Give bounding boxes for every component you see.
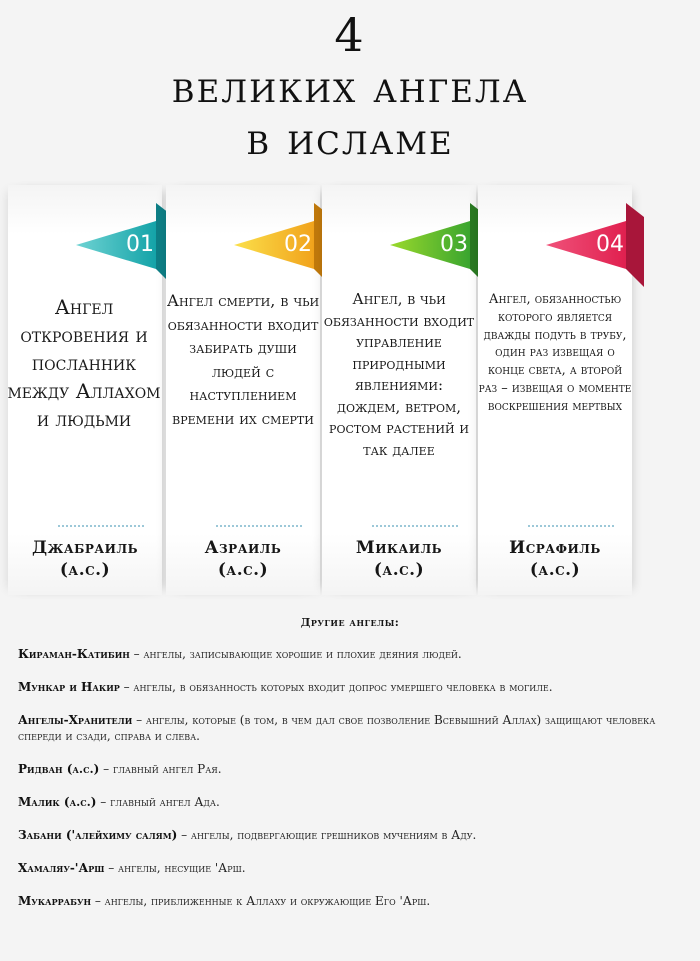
angel-term: Мукаррабун [18,894,92,908]
angel-card-1 [8,185,162,595]
angel-definition: – главный ангел Рая. [99,762,222,776]
other-angels-list [18,646,678,926]
angel-number: 02 [284,232,312,257]
angel-term: Ридван (а.с.) [18,762,100,776]
angel-term: Ангелы-Хранители [18,713,133,727]
angel-name: Исрафиль (а.с.) [509,538,601,580]
angel-card-2 [166,185,320,595]
page-title [0,8,700,166]
list-item [18,761,678,777]
angel-term: Кираман-Катибин [18,647,130,661]
angel-definition: – ангелы, которые (в том, в чем дал свое позволение Всевышний Аллах) защищают человека спереди и сзади, справа и слева. [18,713,656,743]
angel-number: 04 [596,232,624,257]
angel-description: Ангел смерти, в чьи обязанности входит забирать души людей с наступлением времени их смерти [166,291,320,428]
angel-term: Забани ('алейхиму салям) [18,828,178,842]
angel-definition: – ангелы, несущие 'Арш. [104,861,246,875]
angel-name: Азраиль (а.с.) [204,538,282,580]
angel-definition: – главный ангел Ада. [96,795,220,809]
angel-description: Ангел откровения и посланник между Аллахом и людьми [7,295,161,431]
divider [216,525,302,527]
divider [58,525,144,527]
divider [372,525,458,527]
list-item [18,860,678,876]
angel-description: Ангел, обязанностью которого является дважды подуть в трубу, один раз извещая о конце света, а второй раз – извещая о моменте воскрешения мертвых [478,292,632,414]
title-line-1: великих ангела [171,62,529,113]
angel-definition: – ангелы, в обязанность которых входит допрос умершего человека в могиле. [119,680,553,694]
angel-term: Мункар и Накир [18,680,120,694]
angel-term: Хамаляу-'Арш [18,861,105,875]
angel-definition: – ангелы, подвергающие грешников мучениям в Аду. [177,828,477,842]
divider [528,525,614,527]
angel-definition: – ангелы, приближенные к Аллаху и окружающие Его 'Арш. [91,894,431,908]
list-item [18,712,678,744]
title-number: 4 [334,8,366,62]
angels-columns [8,185,692,595]
angel-card-4 [478,185,632,595]
list-item [18,827,678,843]
list-item [18,679,678,695]
list-item [18,646,678,662]
angel-name: Джабраиль (а.с.) [31,538,139,580]
title-line-2: в исламе [246,114,454,165]
angel-number: 01 [126,232,154,257]
angel-card-3 [322,185,476,595]
angel-number: 03 [440,232,468,257]
angel-definition: – ангелы, записывающие хорошие и плохие деяния людей. [129,647,462,661]
angel-name: Микаиль (а.с.) [355,538,443,580]
list-item [18,893,678,909]
list-item [18,794,678,810]
angel-description: Ангел, в чьи обязанности входит управление природными явлениями: дождем, ветром, ростом растений и так далее [323,290,475,459]
other-angels-heading: Другие ангелы: [300,616,400,629]
angel-term: Малик (а.с.) [18,795,97,809]
